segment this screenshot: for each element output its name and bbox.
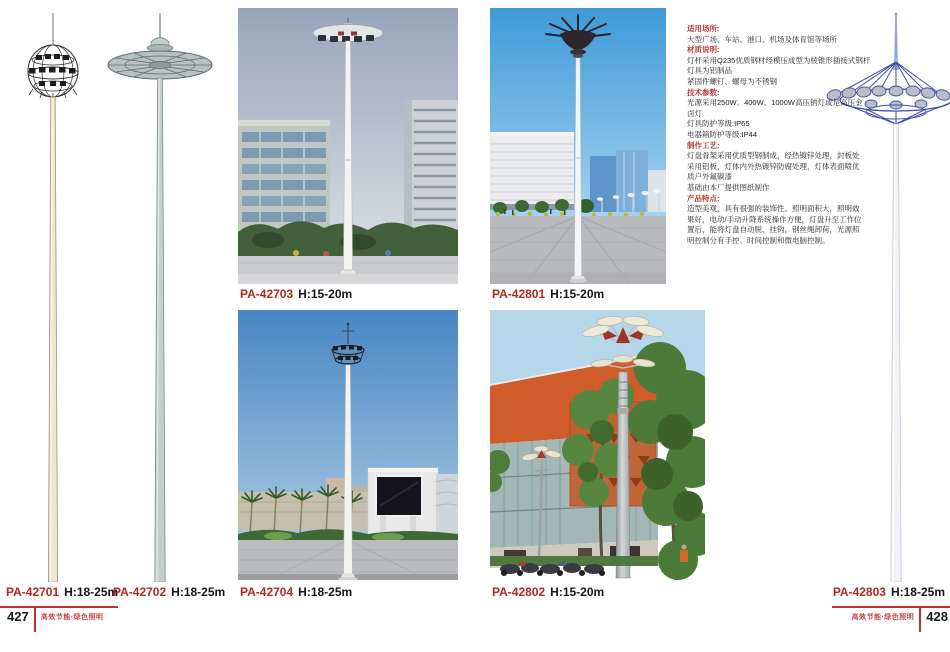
spec-line: 灯具为铝制品 <box>687 66 732 76</box>
spec-line: 卤灯 <box>687 108 702 118</box>
spec-line: 灯具防护等级:IP65 <box>687 119 750 129</box>
spec-text-block <box>687 24 871 246</box>
spec-line: 电器箱防护等级:IP44 <box>687 129 758 139</box>
label-pa42803 <box>833 585 945 599</box>
page-number-left: 427 <box>7 609 29 624</box>
spec-line: 造型美观，具有很强的装饰性。照明面积大，照明效 <box>687 204 860 214</box>
pa42802-photo <box>490 310 705 580</box>
spec-line: 质户外氟碳漆 <box>687 172 732 182</box>
page-number-right: 428 <box>926 609 948 624</box>
label-pa42701 <box>6 585 118 599</box>
spec-line: 光源采用250W、400W、1000W高压钠灯或是高压金 <box>687 98 863 108</box>
label-pa42802 <box>492 585 604 599</box>
led-screen-building <box>368 468 458 540</box>
pa42703-scene <box>238 8 458 284</box>
product-code: PA-42701 <box>6 585 60 599</box>
product-height: H:18-25m <box>298 585 353 599</box>
product-code: PA-42702 <box>113 585 167 599</box>
product-height: H:15-20m <box>550 585 605 599</box>
label-pa42704 <box>240 585 352 599</box>
pa42701-pole-shaft <box>48 97 57 582</box>
footer-slogan: 高效节能·绿色照明 <box>851 614 915 621</box>
pa42704-photo <box>238 310 458 580</box>
white-office-building <box>490 132 574 210</box>
product-height: H:18-25m <box>171 585 226 599</box>
pa42801-photo <box>490 8 666 284</box>
product-height: H:18-25m <box>890 585 945 599</box>
spec-line: 明控制分有手控、时间控制和微电脑控制。 <box>687 235 830 245</box>
product-code: PA-42802 <box>492 585 546 599</box>
pa42704-scene <box>238 310 458 580</box>
spec-line: 采用铝板，灯体内外热镀锌防腐处理，灯体表面喷优 <box>687 161 860 171</box>
product-height: H:15-20m <box>298 287 353 301</box>
pa42801-scene <box>490 8 666 284</box>
spec-line: 基础由本厂提供图纸制作 <box>687 182 770 192</box>
pa42701-drawing <box>8 10 100 582</box>
product-height: H:15-20m <box>550 287 605 301</box>
footer-left <box>0 606 118 632</box>
pa42702-lamp-disc <box>108 38 212 80</box>
spec-line: 紧固件螺钉、螺母为不锈钢 <box>687 76 777 86</box>
pa42802-scene <box>490 310 705 580</box>
spec-heading: 产品特点: <box>687 193 720 203</box>
spec-heading: 制作工艺: <box>687 140 720 150</box>
pa42803-spire <box>893 13 899 70</box>
label-pa42801 <box>492 287 604 301</box>
spec-line: 大型广场、车站、港口、机场及体育馆等场所 <box>687 34 837 44</box>
product-code: PA-42803 <box>832 585 886 599</box>
pa42702-pole-shaft <box>155 78 165 582</box>
spec-line: 灯盘骨架采用优质型钢制成，经热镀锌处理，封板处 <box>687 151 860 161</box>
spec-line: 果好，电动/手动升降系统操作方便，灯盘升至工作位 <box>687 214 862 224</box>
label-pa42703 <box>240 287 352 301</box>
product-height: H:18-25m <box>64 585 119 599</box>
spec-heading: 适用场所: <box>687 24 720 33</box>
product-code: PA-42703 <box>240 287 294 301</box>
pa42703-photo <box>238 8 458 284</box>
label-pa42702 <box>113 585 225 599</box>
product-code: PA-42704 <box>240 585 294 599</box>
spec-heading: 材质说明: <box>687 45 720 55</box>
spec-line: 灯杆采用Q235优质钢材经模压成型为棱锥形插接式钢杆 <box>687 55 871 65</box>
pa42803-pole-shaft <box>891 124 901 582</box>
product-code: PA-42801 <box>492 287 546 301</box>
footer-slogan: 高效节能·绿色照明 <box>40 614 104 621</box>
pa42701-lamp-crown <box>28 45 78 99</box>
spec-heading: 技术参数: <box>687 87 720 97</box>
spec-line: 置后，能将灯盘自动脱、挂钩，钢丝绳卸荷，光源照 <box>687 225 860 235</box>
pa42702-drawing <box>100 10 228 582</box>
pa42702-illustration <box>100 10 228 582</box>
footer-right <box>832 606 950 632</box>
pa42701-illustration <box>8 10 100 582</box>
